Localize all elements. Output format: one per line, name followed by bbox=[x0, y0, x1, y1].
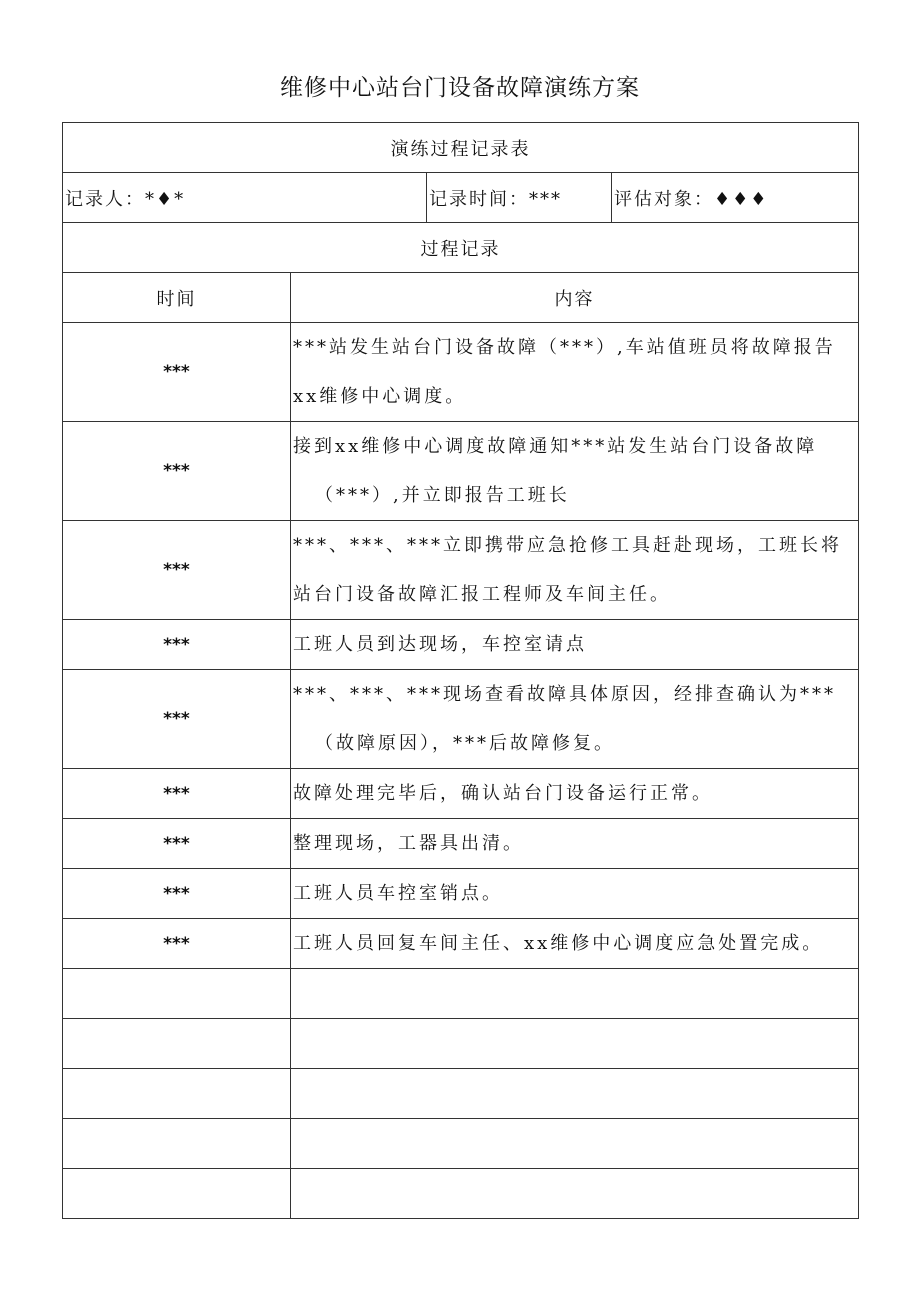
row-content-line: （***）,并立即报告工班长 bbox=[315, 485, 570, 506]
row-time: *** bbox=[63, 919, 291, 969]
row-content bbox=[291, 323, 859, 422]
row-content-line: 站台门设备故障汇报工程师及车间主任。 bbox=[293, 584, 671, 605]
empty-time-cell bbox=[63, 1069, 291, 1119]
empty-time-cell bbox=[63, 1019, 291, 1069]
row-content: 工班人员到达现场，车控室请点 bbox=[291, 620, 859, 670]
empty-row bbox=[63, 1119, 859, 1169]
row-content-line: ***、***、***立即携带应急抢修工具赶赴现场，工班长将 bbox=[293, 535, 842, 556]
row-content bbox=[291, 422, 859, 521]
row-time: *** bbox=[63, 819, 291, 869]
row-content-line: （故障原因），***后故障修复。 bbox=[315, 733, 615, 754]
row-time: *** bbox=[63, 769, 291, 819]
row-content bbox=[291, 670, 859, 769]
table-row bbox=[63, 819, 859, 869]
page-title: 维修中心站台门设备故障演练方案 bbox=[280, 75, 640, 101]
table-row bbox=[63, 869, 859, 919]
table-row bbox=[63, 620, 859, 670]
empty-content-cell bbox=[291, 1069, 859, 1119]
row-content-line: 接到xx维修中心调度故障通知***站发生站台门设备故障 bbox=[293, 436, 818, 457]
row-content bbox=[291, 521, 859, 620]
table-heading: 演练过程记录表 bbox=[63, 123, 859, 173]
table-row bbox=[63, 670, 859, 769]
row-time: *** bbox=[63, 869, 291, 919]
recorder-field: 记录人：*♦* bbox=[63, 173, 427, 223]
table-row bbox=[63, 919, 859, 969]
row-time: *** bbox=[63, 670, 291, 769]
record-time-field: 记录时间：*** bbox=[427, 173, 612, 223]
row-content: 工班人员车控室销点。 bbox=[291, 869, 859, 919]
row-content-line: ***站发生站台门设备故障（***）,车站值班员将故障报告 bbox=[293, 337, 836, 358]
column-header-content: 内容 bbox=[291, 273, 859, 323]
row-content-line: ***、***、***现场查看故障具体原因，经排查确认为*** bbox=[293, 684, 836, 705]
empty-row bbox=[63, 969, 859, 1019]
section-title: 过程记录 bbox=[63, 223, 859, 273]
column-header-time: 时间 bbox=[63, 273, 291, 323]
empty-content-cell bbox=[291, 1119, 859, 1169]
empty-content-cell bbox=[291, 969, 859, 1019]
empty-content-cell bbox=[291, 1169, 859, 1219]
empty-time-cell bbox=[63, 969, 291, 1019]
row-time: *** bbox=[63, 620, 291, 670]
drill-record-table bbox=[62, 122, 859, 1219]
empty-row bbox=[63, 1019, 859, 1069]
row-content-line: xx维修中心调度。 bbox=[293, 386, 467, 407]
row-time: *** bbox=[63, 323, 291, 422]
eval-target-field: 评估对象：♦♦♦ bbox=[612, 173, 859, 223]
empty-row bbox=[63, 1069, 859, 1119]
row-time: *** bbox=[63, 521, 291, 620]
table-row bbox=[63, 323, 859, 422]
row-time: *** bbox=[63, 422, 291, 521]
empty-time-cell bbox=[63, 1119, 291, 1169]
empty-time-cell bbox=[63, 1169, 291, 1219]
row-content: 整理现场，工器具出清。 bbox=[291, 819, 859, 869]
table-row bbox=[63, 521, 859, 620]
row-content: 故障处理完毕后，确认站台门设备运行正常。 bbox=[291, 769, 859, 819]
empty-content-cell bbox=[291, 1019, 859, 1069]
table-row bbox=[63, 422, 859, 521]
empty-row bbox=[63, 1169, 859, 1219]
table-row bbox=[63, 769, 859, 819]
row-content: 工班人员回复车间主任、xx维修中心调度应急处置完成。 bbox=[291, 919, 859, 969]
